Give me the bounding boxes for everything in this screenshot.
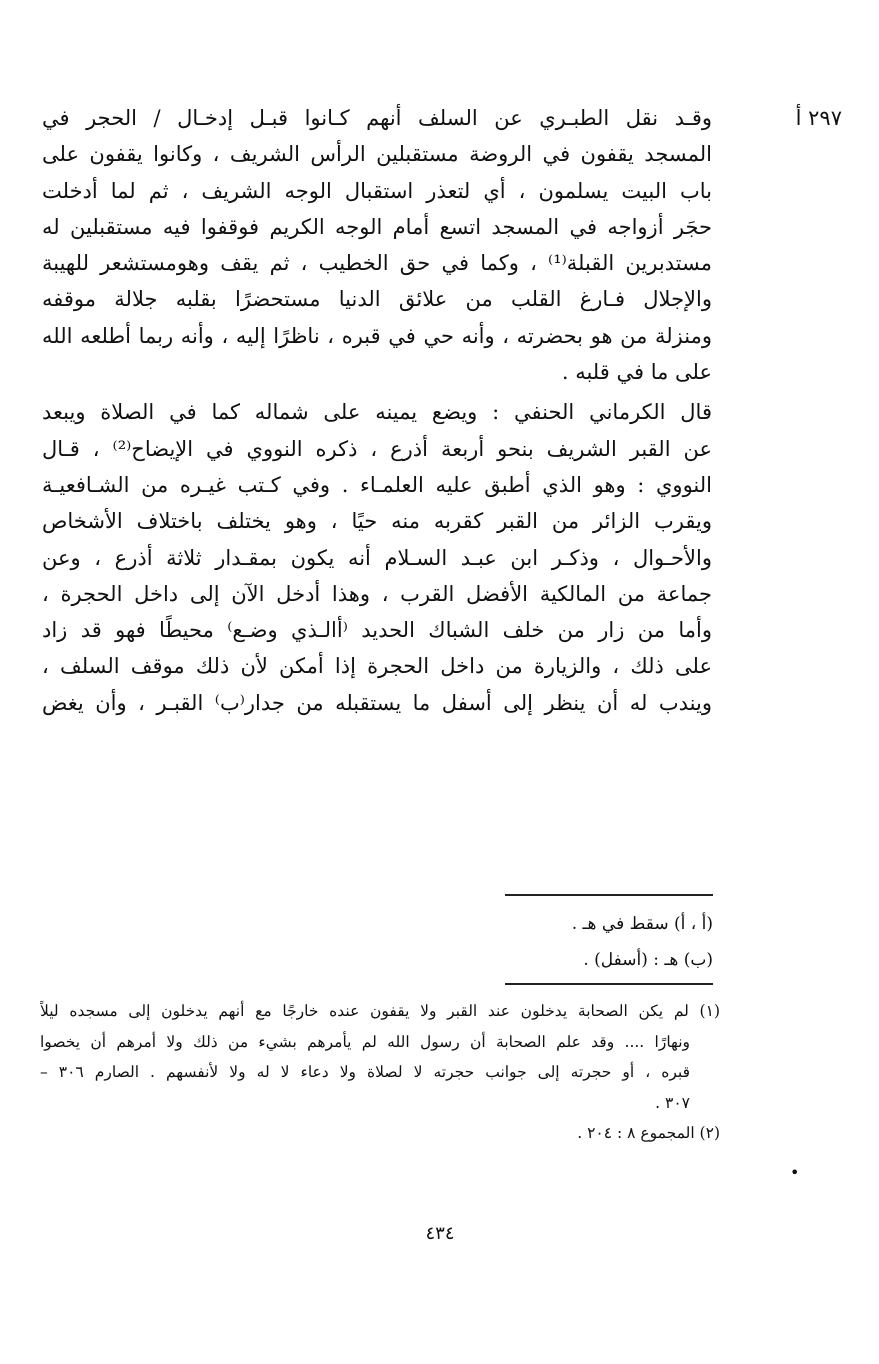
text-line: وأما من زار من خلف الشباك الحديد ⁽أالـذي وضـع⁾ محيطًا فهو قد زاد <box>42 618 712 643</box>
main-text <box>42 100 712 721</box>
text-line: حجَر أزواجه في المسجد اتسع أمام الوجه الكريم فوقفوا فيه مستقبلين له <box>42 214 712 239</box>
page-number: ٤٣٤ <box>425 1223 455 1244</box>
text-line: قال الكرماني الحنفي : ويضع يمينه على شماله كما في الصلاة ويبعد <box>42 400 712 425</box>
variant-note: (أ ، أ) سقط في هـ . <box>571 914 713 934</box>
text-line: على ما في قلبه . <box>561 360 712 385</box>
footnote-line: (٢) المجموع ٨ : ٢٠٤ . <box>577 1124 720 1142</box>
text-line: النووي : وهو الذي أطبق عليه العلمـاء . وفي كـتب غيـره من الشـافعيـة <box>42 472 712 497</box>
text-line: ويقرب الزائر من القبر كقربه منه حيًا ، وهو يختلف باختلاف الأشخاص <box>42 509 712 534</box>
footnote-line: قبره ، أو حجرته إلى جوانب حجرته لا لصلاة ولا دعاء لا له ولا لأنفسهم . الصارم ٣٠٦ – <box>40 1063 690 1081</box>
footnote-line: (١) لم يكن الصحابة يدخلون عند القبر ولا يقفون عنده خارجًا مع أنهم يدخلون إلى مسجده ليلاً <box>40 1002 720 1020</box>
variant-notes <box>300 906 713 978</box>
text-line: باب البيت يسلمون ، أي لتعذر استقبال الوجه الشريف ، ثم لما أدخلت <box>42 178 712 203</box>
footnote-line: ونهارًا .... وقد علم الصحابة أن رسول الله لم يأمرهم بشيء من ذلك ولا أمرهم أن يخصوا <box>40 1032 690 1051</box>
footnote-divider-top <box>505 894 713 896</box>
text-line: جماعة من المالكية الأفضل القرب ، وهذا أدخل الآن إلى داخل الحجرة ، <box>42 581 712 606</box>
footnote-divider-bottom <box>505 983 713 985</box>
text-line: وقـد نقل الطبـري عن السلف أنهم كـانوا قبـل إدخـال / الحجر في <box>42 106 712 130</box>
text-line: والأحـوال ، وذكـر ابن عبـد السـلام أنه يكون بمقـدار ثلاثة أذرع ، وعن <box>42 545 712 570</box>
footnote-line: ٣٠٧ . <box>655 1093 690 1112</box>
text-line: والإجلال فـارغ القلب من علائق الدنيا مستحضرًا بقلبه جلالة موقفه <box>42 287 712 312</box>
text-line: مستدبرين القبلة⁽¹⁾ ، وكما في حق الخطيب ، ثم يقف وهومستشعر للهيبة <box>42 251 712 276</box>
stray-mark: • <box>790 1163 800 1182</box>
text-line: عن القبر الشريف بنحو أربعة أذرع ، ذكره النووي في الإيضاح⁽²⁾ ، قـال <box>42 436 712 461</box>
margin-folio-marker: ٢٩٧ أ <box>795 106 842 130</box>
text-line: المسجد يقفون في الروضة مستقبلين الرأس الشريف ، وكانوا يقفون على <box>42 142 712 167</box>
text-line: ومنزلة من هو بحضرته ، وأنه حي في قبره ، ناظرًا إليه ، وأنه ربما أطلعه الله <box>42 323 712 348</box>
text-line: ويندب له أن ينظر إلى أسفل ما يستقبله من جدار⁽ب⁾ القبـر ، وأن يغض <box>42 690 712 715</box>
text-line: على ذلك ، والزيارة من داخل الحجرة إذا أمكن لأن ذلك موقف السلف ، <box>42 654 712 679</box>
footnotes <box>40 996 720 1149</box>
variant-note: (ب) هـ : (أسفل) . <box>583 950 713 970</box>
